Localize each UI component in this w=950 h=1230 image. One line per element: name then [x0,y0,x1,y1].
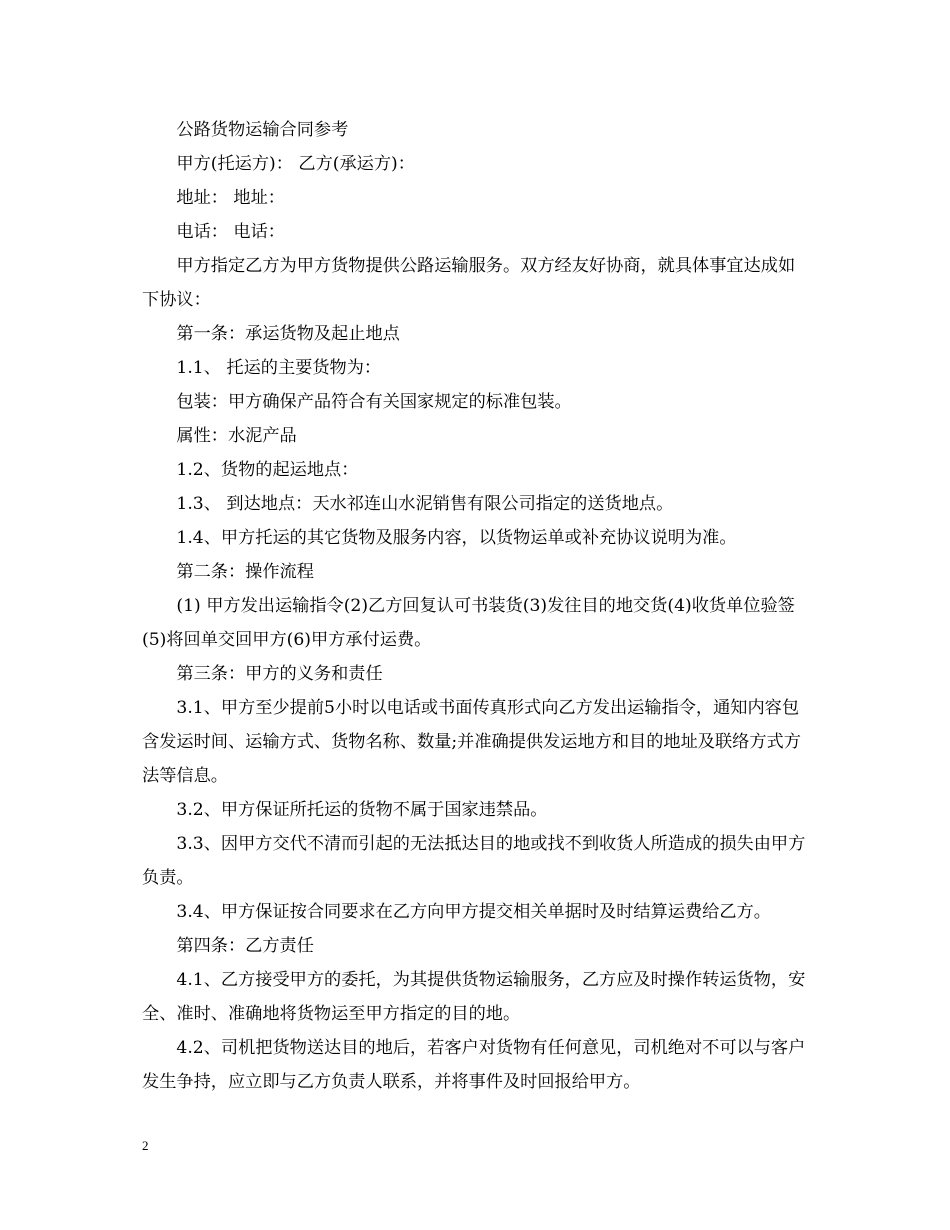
clause-3-1: 3.1、甲方至少提前5小时以电话或书面传真形式向乙方发出运输指令，通知内容包含发运时间、运输方式、货物名称、数量;并准确提供发运地方和目的地址及联络方式方法等信息。 [142,698,801,786]
document-body [142,113,812,1099]
clause-3-4: 3.4、甲方保证按合同要求在乙方向甲方提交相关单据时及时结算运费给乙方。 [176,902,771,922]
clause-1-1: 1.1、 托运的主要货物为： [176,358,382,378]
preamble: 甲方指定乙方为甲方货物提供公路运输服务。双方经友好协商，就具体事宜达成如下协议： [142,256,796,310]
clause-4-1: 4.1、乙方接受甲方的委托，为其提供货物运输服务，乙方应及时操作转运货物，安全、准时、准确地将货物运至甲方指定的目的地。 [142,970,806,1024]
clause-1-2: 1.2、货物的起运地点： [176,460,359,480]
clause-1-4: 1.4、甲方托运的其它货物及服务内容，以货物运单或补充协议说明为准。 [176,528,737,548]
clause-1-3: 1.3、 到达地点：天水祁连山水泥销售有限公司指定的送货地点。 [176,494,674,514]
packaging-line: 包装：甲方确保产品符合有关国家规定的标准包装。 [176,392,572,412]
article-2-heading: 第二条：操作流程 [176,562,314,582]
phone-line: 电话： 电话： [176,222,285,242]
clause-4-2: 4.2、司机把货物送达目的地后，若客户对货物有任何意见，司机绝对不可以与客户发生争持，应立即与乙方负责人联系，并将事件及时回报给甲方。 [142,1038,806,1092]
article-1-heading: 第一条：承运货物及起止地点 [176,324,400,344]
article-3-heading: 第三条：甲方的义务和责任 [176,664,383,684]
attribute-line: 属性：水泥产品 [176,426,297,446]
process-steps: (1) 甲方发出运输指令(2)乙方回复认可书装货(3)发往目的地交货(4)收货单位验签(5)将回单交回甲方(6)甲方承付运费。 [142,596,795,650]
address-line: 地址： 地址： [176,188,285,208]
page-number: 2 [142,1138,149,1153]
party-line: 甲方(托运方)： 乙方(承运方)： [176,154,415,174]
clause-3-2: 3.2、甲方保证所托运的货物不属于国家违禁品。 [176,800,548,820]
clause-3-3: 3.3、因甲方交代不清而引起的无法抵达目的地或找不到收货人所造成的损失由甲方负责。 [142,834,806,888]
article-4-heading: 第四条：乙方责任 [176,936,314,956]
document-title: 公路货物运输合同参考 [176,120,349,140]
